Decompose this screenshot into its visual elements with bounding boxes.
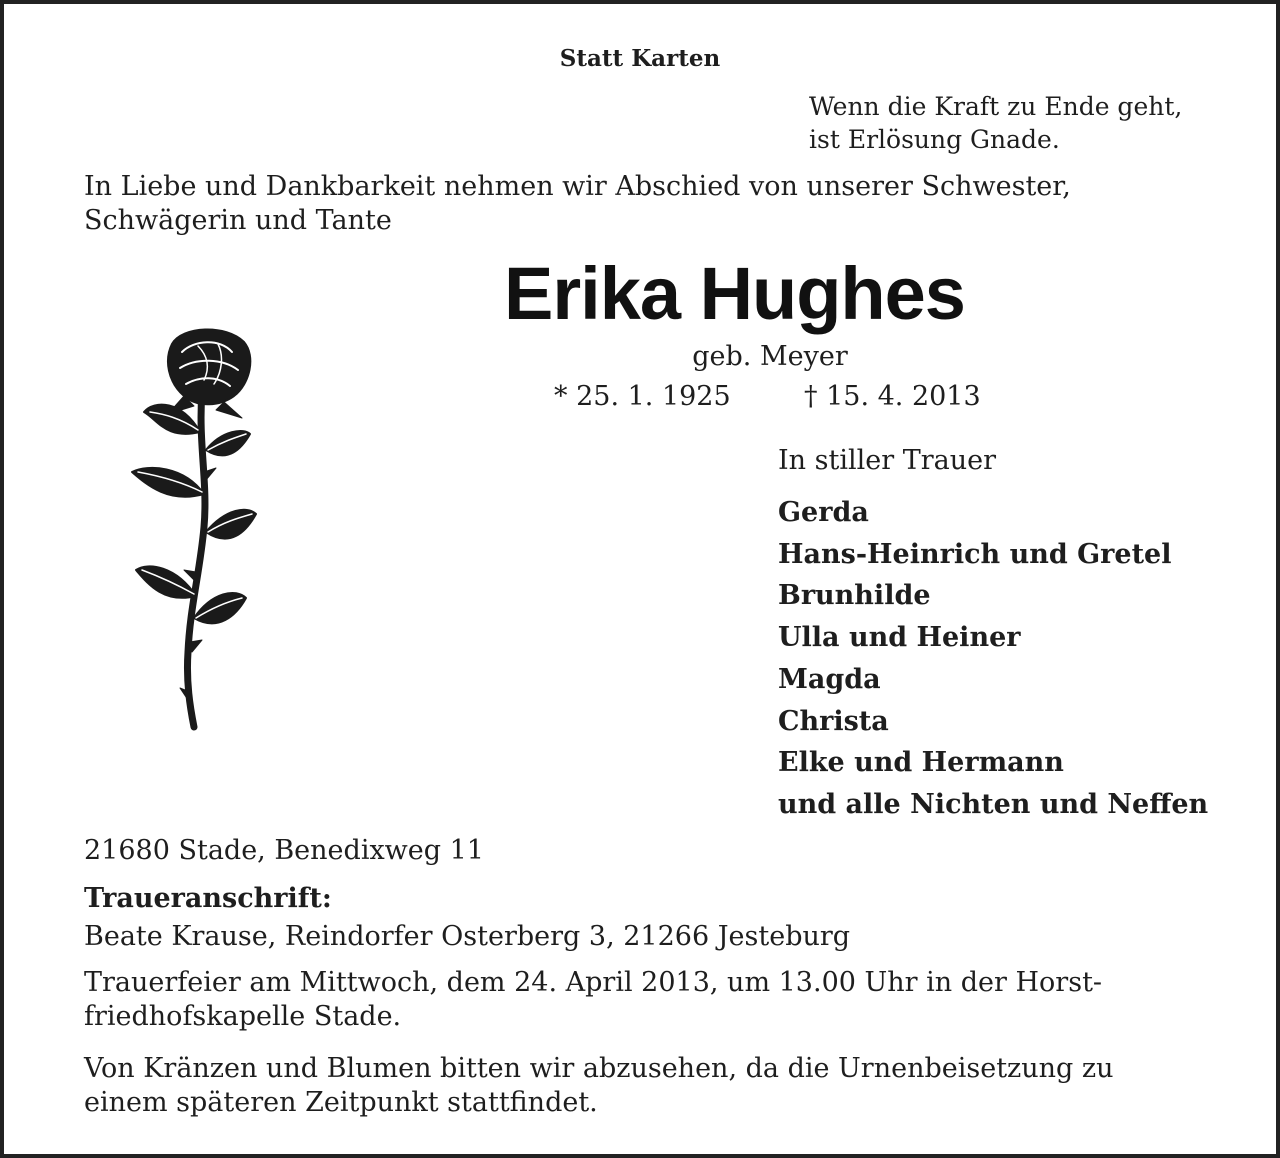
flowers-note [84, 1052, 1114, 1120]
mourner-item: Christa [778, 705, 889, 737]
header-label: Statt Karten [559, 45, 721, 72]
mourners-list [778, 492, 1208, 826]
intro-text [84, 170, 1071, 238]
mourning-label: In stiller Trauer [778, 445, 997, 476]
motto-line-1: Wenn die Kraft zu Ende geht, [809, 92, 1183, 121]
mourning-address-label: Traueranschrift: [84, 883, 332, 914]
mourning-address: Beate Krause, Reindorfer Osterberg 3, 21266 Jesteburg [84, 921, 851, 952]
ceremony-line-2: friedhofskapelle Stade. [84, 1001, 402, 1032]
motto-quote [809, 90, 1182, 156]
mourner-item: und alle Nichten und Neffen [778, 788, 1209, 820]
mourner-item: Gerda [778, 497, 869, 528]
flowers-note-line-2: einem späteren Zeitpunkt stattfindet. [84, 1087, 598, 1118]
mourner-item: Hans-Heinrich und Gretel [778, 538, 1172, 570]
mourner-item: Brunhilde [778, 580, 931, 612]
rose-icon [124, 322, 264, 737]
mourner-item: Ulla und Heiner [778, 622, 1021, 654]
home-address: 21680 Stade, Benedixweg 11 [84, 835, 484, 866]
mourner-item: Elke und Hermann [778, 747, 1064, 779]
birth-date: * 25. 1. 1925 [554, 381, 731, 412]
maiden-name: geb. Meyer [692, 341, 848, 372]
deceased-name: Erika Hughes [504, 252, 965, 335]
mourner-item: Magda [778, 663, 881, 695]
intro-line-1: In Liebe und Dankbarkeit nehmen wir Abschied von unserer Schwester, [84, 171, 1071, 202]
ceremony-info [84, 966, 1102, 1034]
motto-line-2: ist Erlösung Gnade. [809, 125, 1060, 154]
death-date: † 15. 4. 2013 [804, 381, 981, 412]
flowers-note-line-1: Von Kränzen und Blumen bitten wir abzusehen, da die Urnenbeisetzung zu [84, 1053, 1114, 1084]
ceremony-line-1: Trauerfeier am Mittwoch, dem 24. April 2013, um 13.00 Uhr in der Horst- [84, 967, 1103, 998]
intro-line-2: Schwägerin und Tante [84, 205, 392, 236]
